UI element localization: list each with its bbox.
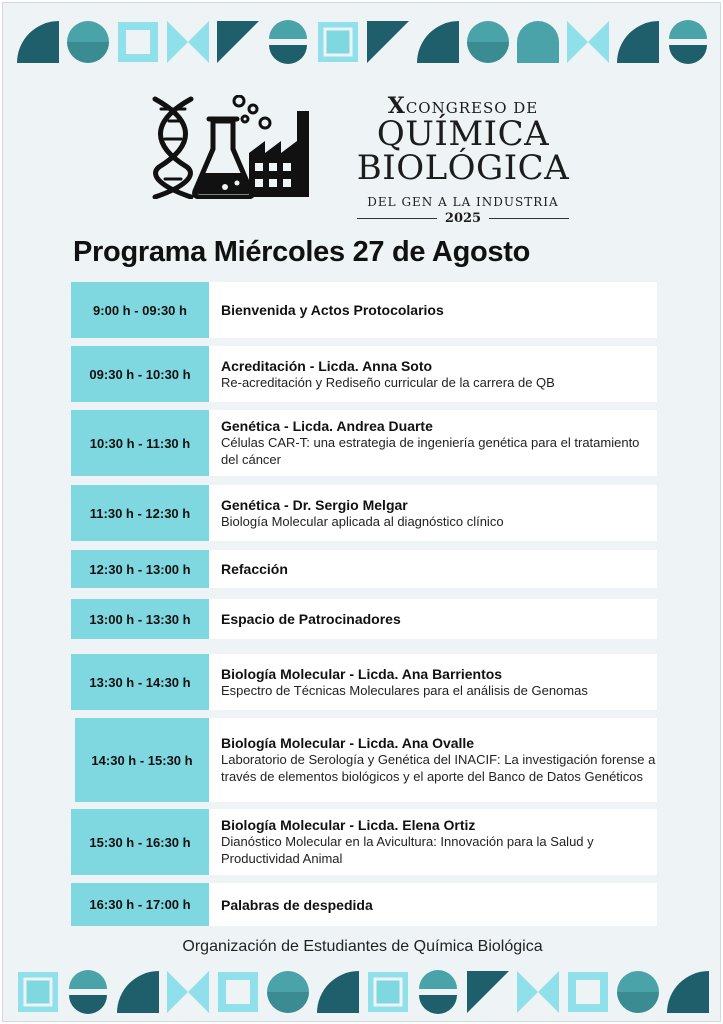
congress-year: 2025	[444, 211, 482, 226]
session-details	[209, 282, 657, 338]
pattern-tile	[217, 21, 259, 63]
session-details	[209, 550, 657, 588]
pattern-tile	[17, 21, 59, 63]
session-time: 9:00 h - 09:30 h	[71, 282, 209, 338]
schedule-row	[71, 883, 657, 926]
session-details	[209, 809, 657, 875]
pattern-tile	[617, 971, 659, 1013]
session-details	[209, 346, 657, 402]
session-time: 15:30 h - 16:30 h	[71, 809, 209, 875]
session-description: Biología Molecular aplicada al diagnóstico clínico	[221, 513, 504, 529]
dna-icon	[155, 99, 191, 197]
session-title: Acreditación - Licda. Anna Soto	[221, 357, 433, 374]
session-details	[209, 485, 657, 541]
session-description: Espectro de Técnicas Moleculares para el análisis de Genomas	[221, 682, 588, 698]
program-page	[2, 2, 721, 1022]
session-time: 16:30 h - 17:00 h	[71, 883, 209, 926]
factory-icon	[249, 111, 309, 197]
pattern-tile	[67, 21, 109, 63]
pattern-tile	[417, 21, 459, 63]
schedule-row	[71, 485, 657, 541]
pattern-tile	[117, 971, 159, 1013]
session-details	[209, 410, 657, 476]
congress-roman: X	[387, 93, 406, 119]
session-time: 14:30 h - 15:30 h	[75, 718, 209, 802]
pattern-tile	[517, 21, 559, 63]
schedule-row	[71, 346, 657, 402]
pattern-tile	[467, 971, 509, 1013]
session-title: Refacción	[221, 561, 288, 577]
schedule-row	[75, 718, 657, 802]
session-details	[209, 883, 657, 926]
schedule-row	[71, 809, 657, 875]
pattern-tile	[269, 20, 307, 64]
pattern-tile	[467, 21, 509, 63]
schedule-row	[71, 410, 657, 476]
congress-tagline: DEL GEN A LA INDUSTRIA	[367, 195, 559, 209]
session-time: 11:30 h - 12:30 h	[71, 485, 209, 541]
session-description: Células CAR-T: una estrategia de ingeniería genética para el tratamiento del cáncer	[221, 435, 640, 467]
pattern-tile	[167, 971, 209, 1013]
pattern-tile	[419, 970, 457, 1014]
congress-label: CONGRESO DE	[405, 99, 539, 117]
pattern-tile	[118, 22, 158, 62]
session-details	[209, 599, 657, 639]
congress-title	[348, 91, 578, 226]
session-title: Biología Molecular - Licda. Elena Ortiz	[221, 817, 476, 833]
session-title: Genética - Dr. Sergio Melgar	[221, 496, 408, 513]
pattern-tile	[69, 970, 107, 1014]
session-title: Espacio de Patrocinadores	[221, 611, 401, 627]
bottom-pattern-band	[13, 967, 713, 1017]
pattern-tile	[517, 971, 559, 1013]
session-title: Palabras de despedida	[221, 896, 373, 913]
pattern-tile	[367, 21, 409, 63]
schedule-row	[71, 654, 657, 710]
schedule-row	[71, 599, 657, 639]
pattern-tile	[218, 972, 258, 1012]
pattern-tile	[568, 972, 608, 1012]
session-time: 10:30 h - 11:30 h	[71, 410, 209, 476]
congress-line-biologica: BIOLÓGICA	[356, 148, 570, 188]
session-details	[209, 654, 657, 710]
session-title: Genética - Licda. Andrea Duarte	[221, 418, 433, 434]
session-description: Laboratorio de Serología y Genética del INACIF: La investigación forense a través de elementos biológicos y el aporte del Banco de Datos Genéticos	[221, 752, 656, 784]
session-details	[209, 718, 657, 802]
pattern-tile	[318, 22, 358, 62]
pattern-tile	[267, 971, 309, 1013]
session-description: Dianóstico Molecular en la Avicultura: Innovación para la Salud y Productividad Animal	[221, 834, 594, 866]
session-time: 13:30 h - 14:30 h	[71, 654, 209, 710]
pattern-tile	[567, 21, 609, 63]
header	[3, 91, 721, 226]
schedule-row	[71, 550, 657, 588]
schedule-row	[71, 282, 657, 338]
pattern-tile	[167, 21, 209, 63]
pattern-tile	[18, 972, 58, 1012]
pattern-tile	[669, 20, 707, 64]
session-time: 12:30 h - 13:00 h	[71, 550, 209, 588]
session-title: Biología Molecular - Licda. Ana Barrientos	[221, 665, 503, 682]
session-description: Re-acreditación y Rediseño curricular de la carrera de QB	[221, 374, 555, 390]
congress-logo	[151, 95, 321, 199]
top-pattern-band	[13, 17, 713, 67]
pattern-tile	[617, 21, 659, 63]
session-time: 09:30 h - 10:30 h	[71, 346, 209, 402]
pattern-tile	[317, 971, 359, 1013]
congress-line-quimica: QUÍMICA	[376, 114, 550, 154]
session-title: Bienvenida y Actos Protocolarios	[221, 302, 444, 318]
pattern-tile	[667, 971, 709, 1013]
page-title: Programa Miércoles 27 de Agosto	[73, 236, 530, 268]
session-title: Biología Molecular - Licda. Ana Ovalle	[221, 735, 475, 751]
session-time: 13:00 h - 13:30 h	[71, 599, 209, 639]
pattern-tile	[368, 972, 408, 1012]
footer-organization: Organización de Estudiantes de Química Biológica	[182, 938, 543, 955]
